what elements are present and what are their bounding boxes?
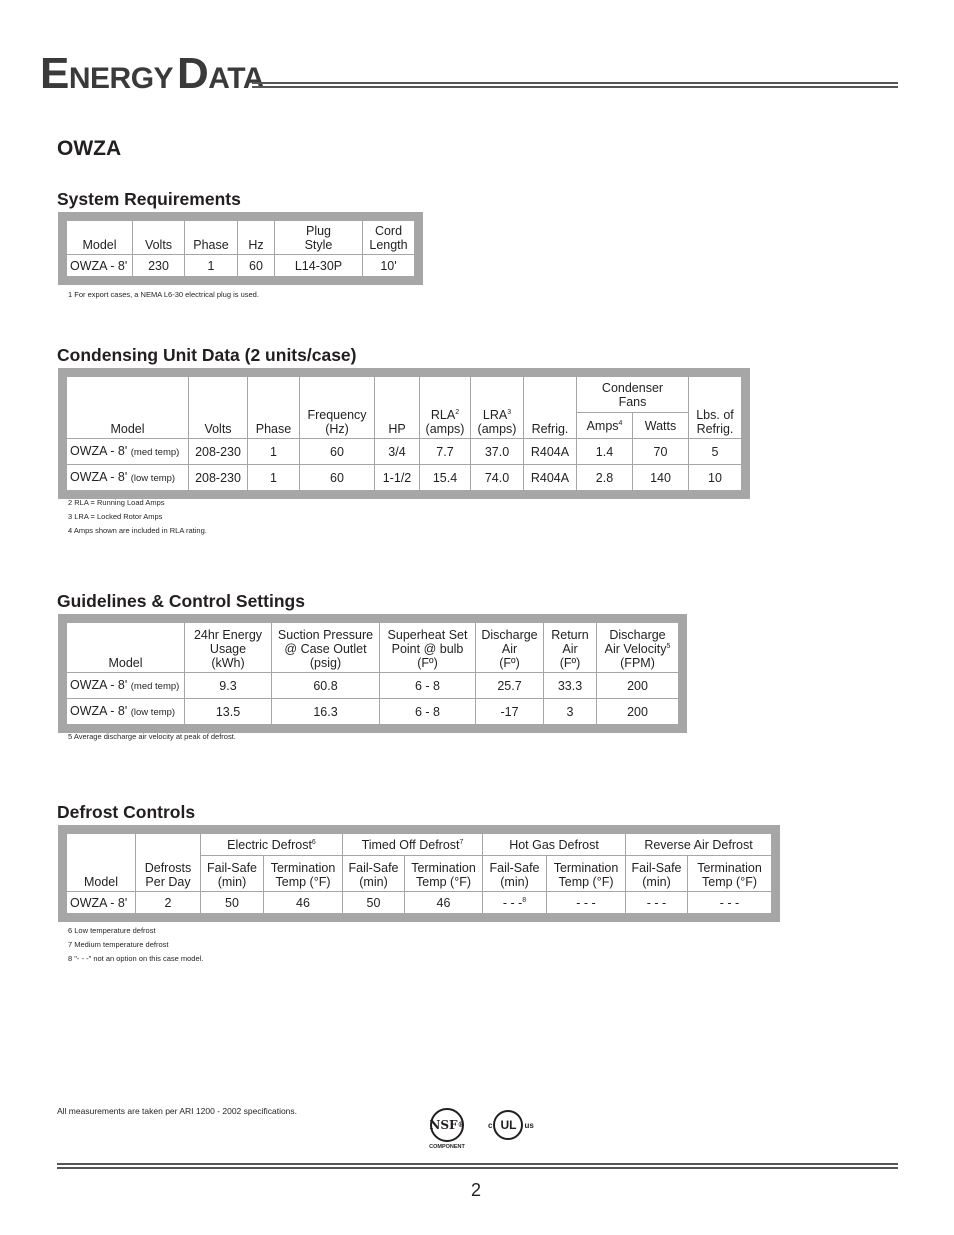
cell-suction: 16.3 <box>272 699 380 725</box>
table-row <box>67 673 679 699</box>
cell-model: OWZA - 8' <box>67 255 133 277</box>
table-header-row <box>67 221 415 255</box>
header-hot-gas-defrost: Hot Gas Defrost <box>483 834 626 856</box>
header-electric-defrost: Electric Defrost$^6$ <box>201 834 343 856</box>
condensing-unit-table-frame <box>58 368 750 499</box>
cell-superheat: 6 - 8 <box>380 673 476 699</box>
table-header-row <box>67 834 772 856</box>
cell-model: OWZA - 8' (med temp) <box>67 673 185 699</box>
header-refrig: Refrig. <box>524 377 577 439</box>
cell-model: OWZA - 8' (low temp) <box>67 699 185 725</box>
header-reverse-air-defrost: Reverse Air Defrost <box>626 834 772 856</box>
header-rla: RLA$^2$ (amps) <box>420 377 471 439</box>
cell-model: OWZA - 8' (low temp) <box>67 465 189 491</box>
cell-reverse-term: - - - <box>688 892 772 914</box>
nsf-logo: NSF ® COMPONENT <box>427 1108 467 1150</box>
cell-phase: 1 <box>248 439 300 465</box>
footnote-4: 4 Amps shown are included in RLA rating. <box>68 526 207 535</box>
system-requirements-heading: System Requirements <box>57 189 241 209</box>
system-requirements-table-frame <box>58 212 423 285</box>
cell-defrosts: 2 <box>136 892 201 914</box>
header-timed-off-defrost: Timed Off Defrost$^7$ <box>343 834 483 856</box>
header-return-air: Return Air (Fº) <box>544 623 597 673</box>
header-hotgas-failsafe: Fail-Safe (min) <box>483 856 547 892</box>
header-volts: Volts <box>133 221 185 255</box>
footnote-6: 6 Low temperature defrost <box>68 926 156 935</box>
header-frequency: Frequency (Hz) <box>300 377 375 439</box>
header-watts: Watts <box>633 413 689 439</box>
ul-logo: c UL us <box>488 1110 534 1140</box>
cell-superheat: 6 - 8 <box>380 699 476 725</box>
cell-energy: 9.3 <box>185 673 272 699</box>
cell-hp: 1-1/2 <box>375 465 420 491</box>
footnote-8: 8 "- - -" not an option on this case model. <box>68 954 204 963</box>
header-hz: Hz <box>238 221 275 255</box>
cell-lra: 37.0 <box>471 439 524 465</box>
header-model: Model <box>67 221 133 255</box>
page-title: ENERGY DATA <box>40 49 264 98</box>
header-model: Model <box>67 377 189 439</box>
table-row <box>67 892 772 914</box>
header-model: Model <box>67 834 136 892</box>
measurement-note: All measurements are taken per ARI 1200 - 2002 specifications. <box>57 1106 298 1116</box>
table-row <box>67 465 742 491</box>
header-phase: Phase <box>248 377 300 439</box>
cell-model: OWZA - 8' <box>67 892 136 914</box>
footnote-7: 7 Medium temperature defrost <box>68 940 169 949</box>
header-cord-length: Cord Length <box>363 221 415 255</box>
header-reverse-failsafe: Fail-Safe (min) <box>626 856 688 892</box>
header-suction-pressure: Suction Pressure @ Case Outlet (psig) <box>272 623 380 673</box>
header-lra: LRA$^3$ (amps) <box>471 377 524 439</box>
guidelines-table-frame <box>58 614 687 733</box>
header-superheat: Superheat Set Point @ bulb (Fº) <box>380 623 476 673</box>
cell-volts: 208-230 <box>189 439 248 465</box>
cell-refrig: R404A <box>524 465 577 491</box>
cell-hp: 3/4 <box>375 439 420 465</box>
header-model: Model <box>67 623 185 673</box>
cell-volts: 208-230 <box>189 465 248 491</box>
cell-phase: 1 <box>248 465 300 491</box>
cell-frequency: 60 <box>300 465 375 491</box>
cell-return: 33.3 <box>544 673 597 699</box>
cell-suction: 60.8 <box>272 673 380 699</box>
header-volts: Volts <box>189 377 248 439</box>
ul-mark-icon: UL <box>493 1110 523 1140</box>
table-header-row <box>67 377 742 413</box>
cell-rla: 7.7 <box>420 439 471 465</box>
footnote-5: 5 Average discharge air velocity at peak of defrost. <box>68 732 236 741</box>
footnote-1: 1 For export cases, a NEMA L6-30 electrical plug is used. <box>68 290 259 299</box>
cell-hotgas-term: - - - <box>547 892 626 914</box>
header-discharge-air: Discharge Air (Fº) <box>476 623 544 673</box>
header-timed-failsafe: Fail-Safe (min) <box>343 856 405 892</box>
cell-elec-failsafe: 50 <box>201 892 264 914</box>
cell-watts: 70 <box>633 439 689 465</box>
defrost-table <box>66 833 772 914</box>
header-amps: Amps$^4$ <box>577 413 633 439</box>
table-row <box>67 439 742 465</box>
header-elec-termination: Termination Temp (°F) <box>264 856 343 892</box>
cell-phase: 1 <box>185 255 238 277</box>
header-hp: HP <box>375 377 420 439</box>
footnote-2: 2 RLA = Running Load Amps <box>68 498 165 507</box>
header-phase: Phase <box>185 221 238 255</box>
bottom-rule <box>57 1163 898 1169</box>
header-discharge-velocity: Discharge Air Velocity$^5$ (FPM) <box>597 623 679 673</box>
cell-timed-term: 46 <box>405 892 483 914</box>
cell-hz: 60 <box>238 255 275 277</box>
cell-timed-failsafe: 50 <box>343 892 405 914</box>
condensing-unit-heading: Condensing Unit Data (2 units/case) <box>57 345 357 365</box>
guidelines-heading: Guidelines & Control Settings <box>57 591 305 611</box>
cell-model: OWZA - 8' (med temp) <box>67 439 189 465</box>
defrost-table-frame <box>58 825 780 922</box>
header-timed-termination: Termination Temp (°F) <box>405 856 483 892</box>
header-condenser-fans: Condenser Fans <box>577 377 689 413</box>
table-header-row <box>67 623 679 673</box>
cell-velocity: 200 <box>597 699 679 725</box>
system-requirements-table <box>66 220 415 277</box>
header-energy-usage: 24hr Energy Usage (kWh) <box>185 623 272 673</box>
cell-lbs: 5 <box>689 439 742 465</box>
header-defrosts-per-day: Defrosts Per Day <box>136 834 201 892</box>
cell-frequency: 60 <box>300 439 375 465</box>
table-row <box>67 699 679 725</box>
cell-discharge: -17 <box>476 699 544 725</box>
cell-energy: 13.5 <box>185 699 272 725</box>
header-hotgas-termination: Termination Temp (°F) <box>547 856 626 892</box>
table-row <box>67 255 415 277</box>
guidelines-table <box>66 622 679 725</box>
defrost-heading: Defrost Controls <box>57 802 196 822</box>
header-elec-failsafe: Fail-Safe (min) <box>201 856 264 892</box>
condensing-unit-table <box>66 376 742 491</box>
cell-reverse-failsafe: - - - <box>626 892 688 914</box>
footnote-3: 3 LRA = Locked Rotor Amps <box>68 512 163 521</box>
cell-lra: 74.0 <box>471 465 524 491</box>
page-number: 2 <box>471 1180 482 1200</box>
cell-lbs: 10 <box>689 465 742 491</box>
title-rule <box>252 82 898 88</box>
cell-watts: 140 <box>633 465 689 491</box>
cell-velocity: 200 <box>597 673 679 699</box>
header-reverse-termination: Termination Temp (°F) <box>688 856 772 892</box>
model-heading: OWZA <box>57 137 122 160</box>
cell-rla: 15.4 <box>420 465 471 491</box>
cell-plug: L14-30P <box>275 255 363 277</box>
cell-amps: 2.8 <box>577 465 633 491</box>
cell-amps: 1.4 <box>577 439 633 465</box>
cell-cord: 10' <box>363 255 415 277</box>
cell-return: 3 <box>544 699 597 725</box>
header-lbs-refrig: Lbs. of Refrig. <box>689 377 742 439</box>
cell-volts: 230 <box>133 255 185 277</box>
header-plug-style: Plug Style <box>275 221 363 255</box>
cell-refrig: R404A <box>524 439 577 465</box>
cell-discharge: 25.7 <box>476 673 544 699</box>
nsf-mark-icon: NSF ® <box>430 1108 464 1142</box>
cell-hotgas-failsafe: - - -$^8$ <box>483 892 547 914</box>
cell-elec-term: 46 <box>264 892 343 914</box>
